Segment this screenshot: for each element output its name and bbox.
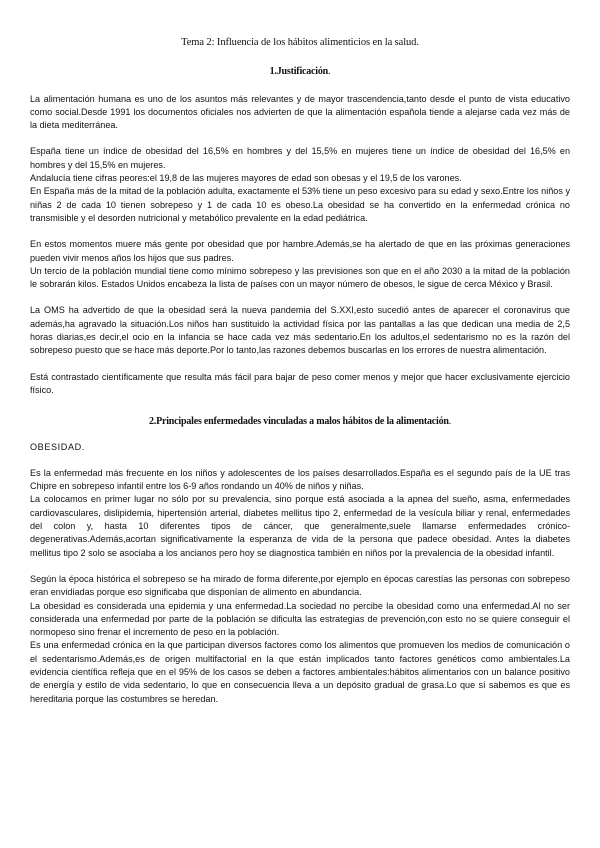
section-1-end: .	[328, 66, 331, 78]
section-2-number: 2.	[148, 416, 157, 428]
paragraph: En España más de la mitad de la población adulta, exactamente el 53% tiene un peso excesivo para su edad y sexo.Entre los niños y niñas 2 de cada 10 tienen sobrepeso y 1 de cada 10 es obeso.La obesidad se ha convertido en la enfermedad crónica no transmisible y el desorden nutricional y metabólico prevalente en la edad pediátrica.	[30, 186, 570, 223]
paragraph: La obesidad es considerada una epidemia y una enfermedad.La sociedad no percibe la obesidad como una enfermedad.Al no ser considerada una enfermedad por parte de la población se dificulta las estrategias de prevención,con esto no se quiere conseguir el normopeso sino frenar el incremento de peso en la población.	[30, 600, 570, 638]
paragraph: La alimentación humana es uno de los asuntos más relevantes y de mayor trascendencia,tanto desde el punto de vista educativo como social.Desde 1991 los documentos oficiales nos advierten de que la alimentación española tiende a alejarse cada vez más de la dieta mediterránea.	[30, 93, 570, 131]
paragraph: En estos momentos muere más gente por obesidad que por hambre.Además,se ha alertado de que en las próximas generaciones pueden vivir menos años los hijos que sus padres.	[30, 239, 570, 263]
paragraph: La colocamos en primer lugar no sólo por su prevalencia, sino porque está asociada a la apnea del sueño, asma, enfermedades cardiovasculares, dislipidemia, hipertensión arterial, diabetes mellitus tipo 2, enfermedad de la vesícula biliar y renal, enfermedades del colon y, hasta 10 diferentes tipos de cáncer, que generalmente,suele llamarse enfermedades crónico-degenerativas.Además,acortan significativamente la esperanza de vida de la persona que padece obesidad. Antes la diabetes mellitus tipo 2 solo se asociaba a los ancianos pero hoy se diagnostica también en niños por la prevalencia de la obesidad infantil.	[30, 494, 570, 558]
section-1-title: Justificación	[276, 66, 329, 78]
paragraph: Está contrastado científicamente que resulta más fácil para bajar de peso comer menos y mejor que hacer exclusivamente ejercicio físico.	[30, 371, 570, 395]
paragraph: Es una enfermedad crónica en la que participan diversos factores como los alimentos que promueven los medios de comunicación o el sedentarismo.Además,es de origen multifactorial en la que están implicados tanto factores genéticos como ambientales.La evidencia científica refleja que en el 95% de los casos se deben a factores ambientales:hábitos alimentarios con un balance positivo de energía y estilo de vida sedentario, lo que en consecuencia lleva a un depósito gradual de grasa.Lo que sí sabemos es que es hereditaria porque las costumbres se heredan.	[30, 640, 570, 704]
document-title: Tema 2: Influencia de los hábitos alimenticios en la salud.	[181, 37, 419, 48]
paragraph: La OMS ha advertido de que la obesidad será la nueva pandemia del S.XXI,esto sucedió antes de aparecer el coronavirus que además,ha agravado la situación.Los niños han sustituido la actividad física por las pantallas a las que dedican una media de 2,5 horas diarias,es decir,el ocio en la infancia se hace cada vez más sedentario.En los adultos,el sedentarismo no es la razón del sobrepeso puesto que se hace más deporte.Por lo tanto,las razones debemos buscarlas en los errores de nuestra alimentación.	[30, 305, 570, 356]
paragraph: Es la enfermedad más frecuente en los niños y adolescentes de los países desarrollados.España es el segundo país de la UE tras Chipre en sobrepeso infantil entre los 6-9 años rondando un 40% de niños y niñas.	[30, 467, 570, 492]
paragraph: Andalucía tiene cifras peores:el 19,8 de las mujeres mayores de edad son obesas y el 19,5 de los varones.	[30, 173, 462, 184]
section-1-heading	[30, 65, 570, 78]
paragraph: Según la época histórica el sobrepeso se ha mirado de forma diferente,por ejemplo en épocas carestías las personas con sobrepeso eran envidiadas porque eso significaba que disponían de alimento en abundancia.	[30, 573, 570, 598]
subheading-obesidad: OBESIDAD.	[30, 441, 85, 452]
section-1-number: 1.	[269, 66, 277, 78]
section-2-end: .	[448, 416, 452, 428]
section-2-heading	[30, 415, 570, 428]
paragraph: Un tercio de la población mundial tiene como mínimo sobrepeso y las previsiones son que en el año 2030 a la mitad de la población le sobrarán kilos. Estados Unidos encabeza la lista de países con un mayor número de obesos, le sigue de cerca México y Brasil.	[30, 265, 570, 290]
paragraph: España tiene un índice de obesidad del 16,5% en hombres y del 15,5% en mujeres tiene un índice de obesidad del 16,5% en hombres y del 15,5% en mujeres.	[30, 146, 570, 170]
section-2-title: Principales enfermedades vinculadas a malos hábitos de la alimentación	[156, 416, 449, 428]
